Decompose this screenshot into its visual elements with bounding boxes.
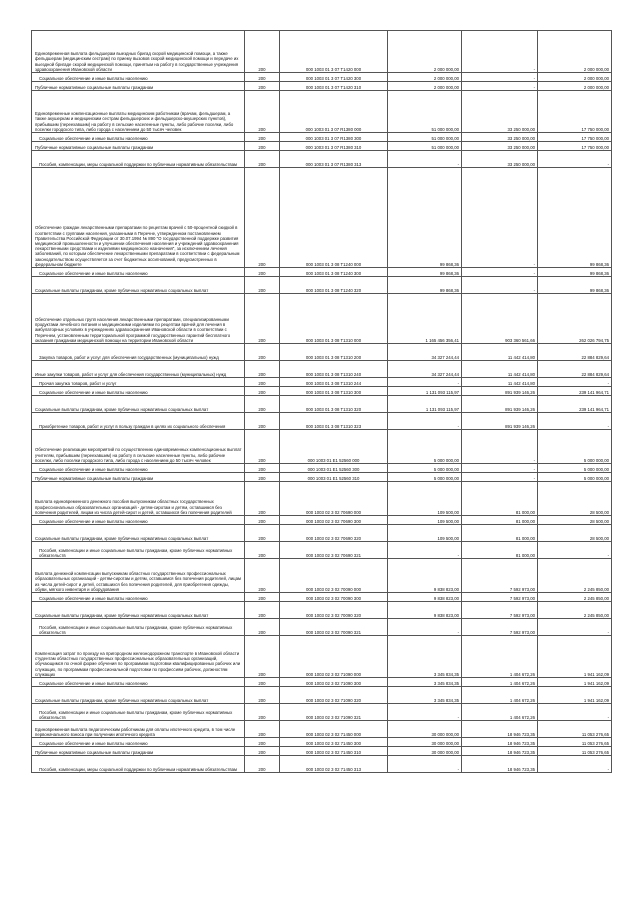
row-unexecuted-amount-cell: 11 053 276,65 (538, 747, 612, 756)
row-name-cell: Единовременная выплата фельдшерам выездных бригад скорой медицинской помощи, а также фельдшерам (медицинским сестрам) по приему вызовов скорой медицинской помощи и передаче их выездной бригаде скорой медицинской помощи, принятым на работу в государственные учреждения здравоохранения Ивановской области (32, 31, 245, 73)
row-approved-amount-cell: - (388, 378, 462, 387)
row-approved-amount-cell: - (388, 542, 462, 559)
row-admin-code-cell: 200 (245, 473, 280, 482)
row-unexecuted-amount-cell: 239 141 964,71 (538, 387, 612, 396)
table-row (32, 73, 612, 82)
row-name-cell: Социальное обеспечение и иные выплаты населению (32, 593, 245, 602)
row-budget-code-cell: 000 1003 01 3 08 Т1240 320 (280, 277, 388, 294)
row-approved-amount-cell: 51 000 000,00 (388, 142, 462, 151)
row-unexecuted-amount-cell: 17 750 000,00 (538, 91, 612, 133)
row-name-cell: Социальное обеспечение и иные выплаты населению (32, 268, 245, 277)
row-admin-code-cell: 200 (245, 756, 280, 773)
row-admin-code-cell: 200 (245, 704, 280, 721)
table-row (32, 268, 612, 277)
row-name-cell: Прочая закупка товаров, работ и услуг (32, 378, 245, 387)
row-budget-code-cell: 000 1003 02 3 02 71450 310 (280, 747, 388, 756)
table-row (32, 413, 612, 430)
row-approved-amount-cell: 9 838 823,00 (388, 602, 462, 619)
row-budget-code-cell: 000 1003 01 3 07 Т1420 000 (280, 31, 388, 73)
row-budget-code-cell: 000 1003 02 3 02 71090 321 (280, 704, 388, 721)
row-admin-code-cell: 200 (245, 747, 280, 756)
row-name-cell: Приобретение товаров, работ и услуг в пользу граждан в целях их социального обеспечения (32, 413, 245, 430)
row-admin-code-cell: 200 (245, 168, 280, 268)
row-admin-code-cell: 200 (245, 73, 280, 82)
row-executed-amount-cell: 1 404 672,26 (462, 704, 538, 721)
row-name-cell: Единовременные компенсационные выплаты медицинским работникам (врачам, фельдшерам, а также акушеркам и медицинским сестрам фельдшерских и фельдшерско-акушерских пунктов), прибывшим (переехавшим) на работу в сельские населенные пункты, либо рабочие поселки, либо поселки городского типа, либо города с населением до 50 тысяч человек (32, 91, 245, 133)
row-unexecuted-amount-cell: 5 000 000,00 (538, 430, 612, 464)
row-executed-amount-cell: 33 250 000,00 (462, 151, 538, 168)
row-name-cell: Выплата денежной компенсации выпускникам областных государственных профессиональных образовательных организаций - детям-сиротам и детям, оставшимся без попечения родителей, лицам из числа детей-сирот и детей, оставшихся без попечения родителей, для приобретения одежды, обуви, мягкого инвентаря и оборудования (32, 559, 245, 593)
table-row (32, 387, 612, 396)
row-name-cell: Социальные выплаты гражданам, кроме публичных нормативных социальных выплат (32, 525, 245, 542)
row-unexecuted-amount-cell: 2 000 000,00 (538, 31, 612, 73)
row-approved-amount-cell: 5 000 000,00 (388, 473, 462, 482)
table-row (32, 559, 612, 593)
row-budget-code-cell: 000 1003 01 Е1 52560 300 (280, 464, 388, 473)
row-unexecuted-amount-cell: 28 500,00 (538, 525, 612, 542)
row-approved-amount-cell: - (388, 756, 462, 773)
row-budget-code-cell: 000 1003 02 3 02 71090 320 (280, 687, 388, 704)
table-row (32, 277, 612, 294)
row-executed-amount-cell: 1 404 672,26 (462, 636, 538, 678)
row-admin-code-cell: 200 (245, 31, 280, 73)
row-admin-code-cell: 200 (245, 91, 280, 133)
row-approved-amount-cell: 1 131 093 115,97 (388, 396, 462, 413)
table-row (32, 525, 612, 542)
row-approved-amount-cell: 1 131 093 115,97 (388, 387, 462, 396)
row-budget-code-cell: 000 1003 02 3 02 70690 321 (280, 542, 388, 559)
row-executed-amount-cell: 81 000,00 (462, 482, 538, 516)
row-approved-amount-cell: - (388, 619, 462, 636)
row-budget-code-cell: 000 1003 01 3 07 R1380 310 (280, 142, 388, 151)
row-admin-code-cell: 200 (245, 482, 280, 516)
row-budget-code-cell: 000 1003 02 3 02 70690 300 (280, 516, 388, 525)
row-approved-amount-cell: 51 000 000,00 (388, 133, 462, 142)
row-executed-amount-cell: 11 442 414,80 (462, 344, 538, 361)
row-admin-code-cell: 200 (245, 396, 280, 413)
row-budget-code-cell: 000 1003 02 3 02 71090 300 (280, 678, 388, 687)
row-name-cell: Социальное обеспечение и иные выплаты населению (32, 133, 245, 142)
row-name-cell: Пособия, компенсации, меры социальной поддержки по публичным нормативным обязательствам (32, 756, 245, 773)
row-name-cell: Пособия, компенсации, меры социальной поддержки по публичным нормативным обязательствам (32, 151, 245, 168)
row-budget-code-cell: 000 1003 01 3 08 Т1310 240 (280, 361, 388, 378)
table-row (32, 602, 612, 619)
row-admin-code-cell: 200 (245, 516, 280, 525)
row-budget-code-cell: 000 1003 01 3 08 Т1240 000 (280, 168, 388, 268)
row-executed-amount-cell: 1 404 672,26 (462, 687, 538, 704)
row-executed-amount-cell: - (462, 82, 538, 91)
table-row (32, 738, 612, 747)
row-name-cell: Пособия, компенсации и иные социальные выплаты гражданам, кроме публичных нормативных обязательств (32, 619, 245, 636)
row-executed-amount-cell: 891 939 146,26 (462, 387, 538, 396)
row-executed-amount-cell: - (462, 31, 538, 73)
row-executed-amount-cell: - (462, 473, 538, 482)
table-row (32, 756, 612, 773)
row-executed-amount-cell: 81 000,00 (462, 516, 538, 525)
row-name-cell: Обеспечение граждан лекарственными препаратами по рецептам врачей с 50-процентной скидкой в соответствии с группами населения, указанными в Перечне, утвержденном постановлением Правительства Российской Федерации от 30.07.1994 № 890 "О государственной поддержке развития медицинской промышленности и улучшении обеспечения населения и учреждений здравоохранения лекарственными средствами и изделиями медицинского назначения", за исключением лечения заболеваний, по которым обеспечение лекарственными препаратами в соответствии с федеральным законодательством осуществляется за счет бюджетных ассигнований, предусмотренных в федеральном бюджете (32, 168, 245, 268)
row-unexecuted-amount-cell: 1 941 162,09 (538, 636, 612, 678)
table-row (32, 473, 612, 482)
row-unexecuted-amount-cell: - (538, 151, 612, 168)
row-executed-amount-cell: 1 404 672,26 (462, 678, 538, 687)
row-executed-amount-cell: 81 000,00 (462, 542, 538, 559)
row-admin-code-cell: 200 (245, 721, 280, 738)
table-row (32, 133, 612, 142)
table-row (32, 396, 612, 413)
row-unexecuted-amount-cell: - (538, 619, 612, 636)
row-admin-code-cell: 200 (245, 151, 280, 168)
row-admin-code-cell: 200 (245, 542, 280, 559)
row-executed-amount-cell: 7 592 973,00 (462, 619, 538, 636)
row-budget-code-cell: 000 1003 01 3 08 Т1310 244 (280, 378, 388, 387)
row-name-cell: Социальное обеспечение и иные выплаты населению (32, 738, 245, 747)
table-row (32, 747, 612, 756)
table-row (32, 721, 612, 738)
row-admin-code-cell: 200 (245, 619, 280, 636)
row-unexecuted-amount-cell: 11 053 276,65 (538, 738, 612, 747)
row-approved-amount-cell: 1 165 456 356,41 (388, 294, 462, 344)
row-approved-amount-cell: 9 838 823,00 (388, 593, 462, 602)
row-unexecuted-amount-cell: - (538, 413, 612, 430)
table-row (32, 516, 612, 525)
table-row (32, 82, 612, 91)
row-admin-code-cell: 200 (245, 602, 280, 619)
row-unexecuted-amount-cell: 5 000 000,00 (538, 473, 612, 482)
row-name-cell: Социальные выплаты гражданам, кроме публичных нормативных социальных выплат (32, 602, 245, 619)
row-unexecuted-amount-cell: 239 141 964,71 (538, 396, 612, 413)
table-row (32, 636, 612, 678)
row-name-cell: Социальное обеспечение и иные выплаты населению (32, 678, 245, 687)
row-approved-amount-cell: 30 000 000,00 (388, 747, 462, 756)
table-row (32, 344, 612, 361)
row-budget-code-cell: 000 1003 01 3 07 R1380 313 (280, 151, 388, 168)
row-unexecuted-amount-cell: 5 000 000,00 (538, 464, 612, 473)
row-admin-code-cell: 200 (245, 559, 280, 593)
row-approved-amount-cell: 5 000 000,00 (388, 464, 462, 473)
row-budget-code-cell: 000 1003 01 3 08 Т1310 200 (280, 344, 388, 361)
row-admin-code-cell: 200 (245, 593, 280, 602)
row-budget-code-cell: 000 1003 01 3 08 Т1240 300 (280, 268, 388, 277)
row-approved-amount-cell: 5 000 000,00 (388, 430, 462, 464)
row-name-cell: Публичные нормативные социальные выплаты гражданам (32, 82, 245, 91)
row-budget-code-cell: 000 1003 02 3 02 70690 320 (280, 525, 388, 542)
row-unexecuted-amount-cell: 1 941 162,09 (538, 678, 612, 687)
row-name-cell: Обеспечение отдельных групп населения лекарственными препаратами, специализированными продуктами лечебного питания и медицинскими изделиями по рецептам врачей для лечения в амбулаторных условиях в учреждениях здравоохранения Ивановской области в соответствии с Перечнем, установленным территориальной программой государственных гарантий бесплатного оказания гражданам медицинской помощи на территории Ивановской области (32, 294, 245, 344)
row-budget-code-cell: 000 1003 01 3 08 Т1310 000 (280, 294, 388, 344)
table-row (32, 482, 612, 516)
row-admin-code-cell: 200 (245, 738, 280, 747)
row-unexecuted-amount-cell: 11 053 276,65 (538, 721, 612, 738)
row-executed-amount-cell: - (462, 430, 538, 464)
row-approved-amount-cell: 9 838 823,00 (388, 559, 462, 593)
row-budget-code-cell: 000 1003 02 3 02 70090 000 (280, 559, 388, 593)
row-executed-amount-cell: 7 592 973,00 (462, 559, 538, 593)
row-unexecuted-amount-cell: 262 026 794,75 (538, 294, 612, 344)
row-approved-amount-cell: 109 500,00 (388, 516, 462, 525)
row-budget-code-cell: 000 1003 01 3 07 R1380 300 (280, 133, 388, 142)
row-executed-amount-cell: - (462, 73, 538, 82)
row-name-cell: Публичные нормативные социальные выплаты гражданам (32, 747, 245, 756)
row-executed-amount-cell: - (462, 168, 538, 268)
row-budget-code-cell: 000 1003 01 Е1 52560 310 (280, 473, 388, 482)
row-executed-amount-cell: - (462, 464, 538, 473)
row-approved-amount-cell: 99 868,36 (388, 277, 462, 294)
row-budget-code-cell: 000 1003 01 3 07 Т1420 300 (280, 73, 388, 82)
row-unexecuted-amount-cell: 2 245 850,00 (538, 602, 612, 619)
row-approved-amount-cell: 109 500,00 (388, 482, 462, 516)
table-row (32, 151, 612, 168)
row-approved-amount-cell: 3 345 834,35 (388, 678, 462, 687)
row-unexecuted-amount-cell: 99 868,36 (538, 168, 612, 268)
row-name-cell: Публичные нормативные социальные выплаты гражданам (32, 142, 245, 151)
row-name-cell: Социальное обеспечение и иные выплаты населению (32, 387, 245, 396)
table-row (32, 678, 612, 687)
table-body (32, 31, 612, 773)
row-admin-code-cell: 200 (245, 413, 280, 430)
row-approved-amount-cell: - (388, 413, 462, 430)
row-budget-code-cell: 000 1003 01 3 08 Т1310 323 (280, 413, 388, 430)
row-admin-code-cell: 200 (245, 361, 280, 378)
row-executed-amount-cell: 18 946 723,35 (462, 721, 538, 738)
row-approved-amount-cell: 99 868,36 (388, 268, 462, 277)
row-executed-amount-cell: 33 250 000,00 (462, 91, 538, 133)
row-admin-code-cell: 200 (245, 133, 280, 142)
row-name-cell: Обеспечение реализации мероприятий по осуществлению единовременных компенсационных выплат учителям, прибывшим (переехавшим) на работу в сельские населенные пункты, либо рабочие поселки, либо поселки городского типа, либо города с населением до 50 тысяч человек (32, 430, 245, 464)
row-name-cell: Социальное обеспечение и иные выплаты населению (32, 516, 245, 525)
row-approved-amount-cell: 34 327 244,44 (388, 344, 462, 361)
row-name-cell: Публичные нормативные социальные выплаты гражданам (32, 473, 245, 482)
row-executed-amount-cell: - (462, 268, 538, 277)
row-admin-code-cell: 200 (245, 678, 280, 687)
row-executed-amount-cell: 11 442 414,80 (462, 361, 538, 378)
row-unexecuted-amount-cell: - (538, 704, 612, 721)
row-unexecuted-amount-cell: - (538, 378, 612, 387)
row-admin-code-cell: 200 (245, 344, 280, 361)
table-row (32, 31, 612, 73)
row-name-cell: Единовременная выплата педагогическим работникам для оплаты ипотечного кредита, в том числе первоначального взноса при получении ипотечного кредита (32, 721, 245, 738)
row-approved-amount-cell: - (388, 151, 462, 168)
row-unexecuted-amount-cell: 17 750 000,00 (538, 133, 612, 142)
row-budget-code-cell: 000 1003 01 3 08 Т1310 320 (280, 396, 388, 413)
row-name-cell: Компенсация затрат по проезду на пригородном железнодорожном транспорте в Ивановской области студентам областных государственных профессиональных образовательных организаций, обучающимся по очной форме обучения по программам подготовки квалифицированных рабочих или служащих, по программам профессиональной подготовки по профессиям рабочих, должностям служащих (32, 636, 245, 678)
row-unexecuted-amount-cell: 99 868,36 (538, 268, 612, 277)
table-row (32, 542, 612, 559)
table-row (32, 142, 612, 151)
row-unexecuted-amount-cell: 22 884 829,64 (538, 361, 612, 378)
row-approved-amount-cell: 2 000 000,00 (388, 82, 462, 91)
row-unexecuted-amount-cell: 1 941 162,09 (538, 687, 612, 704)
row-name-cell: Социальное обеспечение и иные выплаты населению (32, 73, 245, 82)
row-admin-code-cell: 200 (245, 378, 280, 387)
row-executed-amount-cell: 891 939 146,26 (462, 396, 538, 413)
row-approved-amount-cell: 30 000 000,00 (388, 721, 462, 738)
row-name-cell: Пособия, компенсации и иные социальные выплаты гражданам, кроме публичных нормативных обязательств (32, 704, 245, 721)
table-row (32, 430, 612, 464)
row-admin-code-cell: 200 (245, 636, 280, 678)
row-budget-code-cell: 000 1003 01 3 08 Т1310 300 (280, 387, 388, 396)
row-executed-amount-cell: 903 360 561,66 (462, 294, 538, 344)
row-executed-amount-cell: 7 592 973,00 (462, 593, 538, 602)
row-unexecuted-amount-cell: 28 500,00 (538, 516, 612, 525)
row-unexecuted-amount-cell: 28 500,00 (538, 482, 612, 516)
table-row (32, 168, 612, 268)
row-executed-amount-cell: 33 250 000,00 (462, 133, 538, 142)
row-admin-code-cell: 200 (245, 82, 280, 91)
table-row (32, 361, 612, 378)
row-executed-amount-cell: 18 946 723,35 (462, 756, 538, 773)
row-approved-amount-cell: 51 000 000,00 (388, 91, 462, 133)
row-name-cell: Социальные выплаты гражданам, кроме публичных нормативных социальных выплат (32, 277, 245, 294)
row-budget-code-cell: 000 1003 02 3 02 70690 000 (280, 482, 388, 516)
row-executed-amount-cell: 7 592 973,00 (462, 602, 538, 619)
row-admin-code-cell: 200 (245, 142, 280, 151)
row-executed-amount-cell: 18 946 723,35 (462, 738, 538, 747)
row-admin-code-cell: 200 (245, 277, 280, 294)
table-row (32, 619, 612, 636)
row-executed-amount-cell: 891 939 146,26 (462, 413, 538, 430)
row-approved-amount-cell: 109 500,00 (388, 525, 462, 542)
row-unexecuted-amount-cell: 22 884 829,64 (538, 344, 612, 361)
row-name-cell: Социальные выплаты гражданам, кроме публичных нормативных социальных выплат (32, 396, 245, 413)
row-approved-amount-cell: 3 345 834,35 (388, 687, 462, 704)
row-unexecuted-amount-cell: - (538, 542, 612, 559)
row-budget-code-cell: 000 1003 01 3 07 R1380 000 (280, 91, 388, 133)
row-unexecuted-amount-cell: 2 245 850,00 (538, 559, 612, 593)
row-approved-amount-cell: 99 868,36 (388, 168, 462, 268)
row-name-cell: Выплата единовременного денежного пособия выпускникам областных государственных профессиональных образовательных организаций - детям-сиротам и детям, оставшимся без попечения родителей, лицам из числа детей-сирот и детей, оставшихся без попечения родителей (32, 482, 245, 516)
row-admin-code-cell: 200 (245, 387, 280, 396)
row-approved-amount-cell: 2 000 000,00 (388, 73, 462, 82)
row-executed-amount-cell: 11 442 414,80 (462, 378, 538, 387)
row-executed-amount-cell: 33 250 000,00 (462, 142, 538, 151)
row-executed-amount-cell: 81 000,00 (462, 525, 538, 542)
table-row (32, 91, 612, 133)
row-unexecuted-amount-cell: 99 868,36 (538, 277, 612, 294)
row-admin-code-cell: 200 (245, 430, 280, 464)
budget-execution-table (31, 30, 612, 773)
row-name-cell: Иные закупки товаров, работ и услуг для обеспечения государственных (муниципальных) нужд (32, 361, 245, 378)
table-row (32, 687, 612, 704)
row-budget-code-cell: 000 1003 02 3 02 71450 300 (280, 738, 388, 747)
row-approved-amount-cell: 2 000 000,00 (388, 31, 462, 73)
row-admin-code-cell: 200 (245, 525, 280, 542)
table-row (32, 378, 612, 387)
table-row (32, 593, 612, 602)
row-approved-amount-cell: 3 345 834,35 (388, 636, 462, 678)
row-budget-code-cell: 000 1003 02 3 02 71450 313 (280, 756, 388, 773)
row-executed-amount-cell: - (462, 277, 538, 294)
row-executed-amount-cell: 18 946 723,35 (462, 747, 538, 756)
row-approved-amount-cell: 30 000 000,00 (388, 738, 462, 747)
table-row (32, 704, 612, 721)
row-admin-code-cell: 200 (245, 687, 280, 704)
row-budget-code-cell: 000 1003 02 3 02 70090 320 (280, 602, 388, 619)
row-unexecuted-amount-cell: 2 245 850,00 (538, 593, 612, 602)
row-admin-code-cell: 200 (245, 294, 280, 344)
row-approved-amount-cell: 34 327 244,44 (388, 361, 462, 378)
row-unexecuted-amount-cell: 17 750 000,00 (538, 142, 612, 151)
row-name-cell: Социальное обеспечение и иные выплаты населению (32, 464, 245, 473)
row-budget-code-cell: 000 1003 02 3 02 71090 000 (280, 636, 388, 678)
row-budget-code-cell: 000 1003 02 3 02 70090 321 (280, 619, 388, 636)
row-unexecuted-amount-cell: 2 000 000,00 (538, 73, 612, 82)
row-budget-code-cell: 000 1003 02 3 02 70090 300 (280, 593, 388, 602)
row-budget-code-cell: 000 1003 01 3 07 Т1420 310 (280, 82, 388, 91)
row-budget-code-cell: 000 1003 02 3 02 71450 000 (280, 721, 388, 738)
row-approved-amount-cell: - (388, 704, 462, 721)
row-unexecuted-amount-cell: 2 000 000,00 (538, 82, 612, 91)
row-admin-code-cell: 200 (245, 268, 280, 277)
table-row (32, 294, 612, 344)
table-row (32, 464, 612, 473)
row-name-cell: Социальные выплаты гражданам, кроме публичных нормативных социальных выплат (32, 687, 245, 704)
row-name-cell: Пособия, компенсации и иные социальные выплаты гражданам, кроме публичных нормативных обязательств (32, 542, 245, 559)
row-admin-code-cell: 200 (245, 464, 280, 473)
row-name-cell: Закупка товаров, работ и услуг для обеспечения государственных (муниципальных) нужд (32, 344, 245, 361)
row-budget-code-cell: 000 1003 01 Е1 52560 000 (280, 430, 388, 464)
row-unexecuted-amount-cell: - (538, 756, 612, 773)
